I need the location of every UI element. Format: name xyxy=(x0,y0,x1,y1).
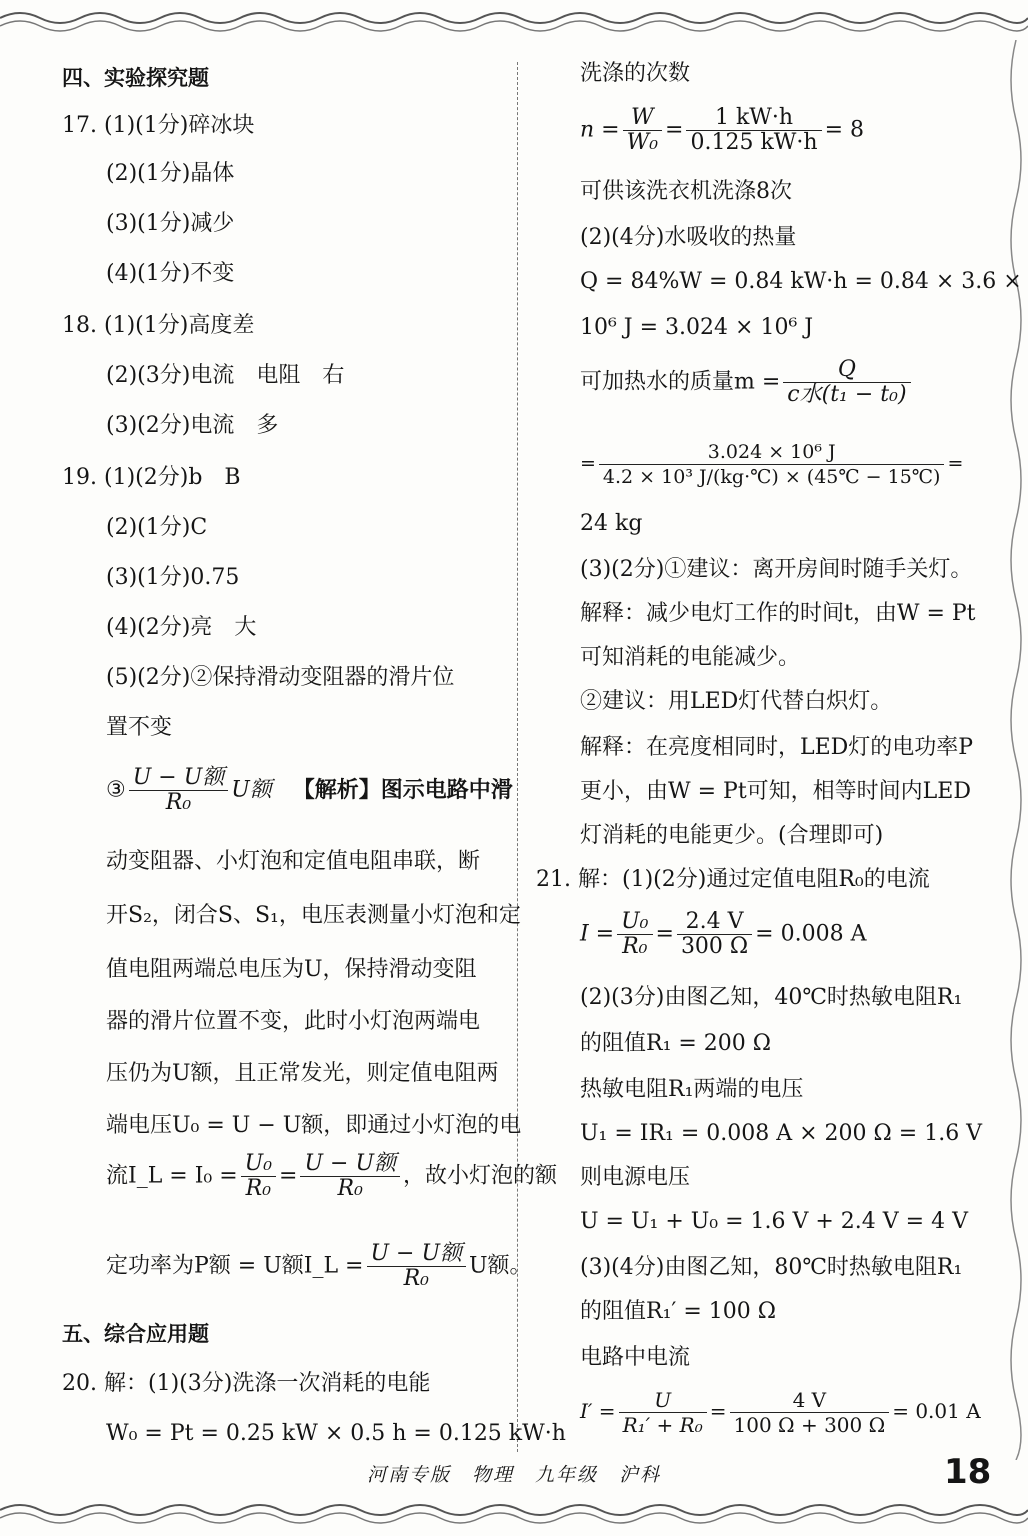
fraction xyxy=(367,1242,467,1291)
formula-line: 10⁶ J = 3.024 × 10⁶ J xyxy=(580,315,814,340)
fraction xyxy=(300,1152,400,1201)
text-line: 解释：在亮度相同时，LED灯的电功率P xyxy=(580,735,974,760)
question-21 xyxy=(536,866,930,894)
text-line: 更小，由W = Pt可知，相等时间内LED xyxy=(580,779,971,804)
answer-line: (3)(2分)电流 多 xyxy=(106,413,279,438)
numerator: Q xyxy=(783,358,910,383)
explanation-line: 压仍为U额，且正常发光，则定值电阻两 xyxy=(106,1061,499,1086)
fraction xyxy=(686,106,821,155)
answer-line: (2)(1分)晶体 xyxy=(106,161,235,186)
formula-term: = 0.008 A xyxy=(755,921,867,947)
numerator: U − U额 xyxy=(300,1152,400,1177)
fraction xyxy=(783,358,910,407)
formula-term: 流I_L = I₀ = xyxy=(106,1163,238,1189)
text-line: ②建议：用LED灯代替白炽灯。 xyxy=(580,689,893,714)
answer-line: 置不变 xyxy=(106,715,173,740)
question-number: 21. xyxy=(536,867,571,892)
formula-term: U额 xyxy=(231,777,272,803)
fraction xyxy=(730,1388,890,1437)
section-heading-4: 四、实验探究题 xyxy=(62,66,209,90)
circled-number: ③ xyxy=(106,777,126,803)
text-line: (2)(4分)水吸收的热量 xyxy=(580,225,797,250)
numerator: 1 kW·h xyxy=(686,106,821,131)
formula-term: = 0.01 A xyxy=(892,1399,981,1423)
text-line: 解释：减少电灯工作的时间t，由W = Pt xyxy=(580,601,976,626)
formula-line xyxy=(580,910,866,959)
fraction xyxy=(617,910,652,959)
formula-term: I = xyxy=(580,921,615,947)
text-line: (3)(2分)①建议：离开房间时随手关灯。 xyxy=(580,557,973,582)
denominator: R₁′ + R₀ xyxy=(622,1413,703,1437)
answer-line: (1)(1分)高度差 xyxy=(104,313,255,338)
text-line: 可供该洗衣机洗涤8次 xyxy=(580,179,792,204)
answer-line: (2)(3分)电流 电阻 右 xyxy=(106,363,345,388)
answer-line: (3)(1分)减少 xyxy=(106,211,235,236)
fraction xyxy=(623,106,662,155)
formula-line xyxy=(580,440,963,489)
question-20 xyxy=(62,1370,430,1398)
text-line: 洗涤的次数 xyxy=(580,61,691,86)
answer-line: (5)(2分)②保持滑动变阻器的滑片位 xyxy=(106,665,455,690)
section-heading-5: 五、综合应用题 xyxy=(62,1322,209,1346)
denominator: R₀ xyxy=(245,1176,272,1201)
denominator: R₀ xyxy=(622,934,648,959)
fraction xyxy=(599,440,945,489)
question-number: 17. xyxy=(62,113,97,138)
numerator: U − U额 xyxy=(129,766,229,791)
denominator: 100 Ω + 300 Ω xyxy=(733,1413,886,1437)
top-wave-border xyxy=(0,0,1028,40)
formula-line: U = U₁ + U₀ = 1.6 V + 2.4 V = 4 V xyxy=(580,1209,968,1234)
analysis-tag: 【解析】图示电路中滑 xyxy=(292,776,513,803)
formula-term: n = xyxy=(580,117,620,143)
explanation-line: 端电压U₀ = U − U额，即通过小灯泡的电 xyxy=(106,1113,522,1138)
explanation-line: 器的滑片位置不变，此时小灯泡两端电 xyxy=(106,1009,481,1034)
answer-line: 解：(1)(2分)通过定值电阻R₀的电流 xyxy=(578,867,930,892)
formula-term: U额。 xyxy=(469,1253,532,1279)
text-line: (3)(4分)由图乙知，80℃时热敏电阻R₁ xyxy=(580,1255,963,1280)
numerator: W xyxy=(623,106,662,131)
denominator: R₀ xyxy=(337,1176,363,1201)
right-edge-decoration xyxy=(998,40,1028,1460)
numerator: U₀ xyxy=(241,1152,276,1177)
equals-sign: = xyxy=(580,452,596,475)
page-footer: 河南专版 物理 九年级 沪科 xyxy=(366,1464,661,1486)
formula-line xyxy=(106,1242,532,1291)
formula-line xyxy=(106,766,513,815)
text-line: 的阻值R₁ = 200 Ω xyxy=(580,1031,772,1056)
fraction xyxy=(619,1388,707,1437)
text-line: 灯消耗的电能更少。(合理即可) xyxy=(580,823,884,848)
formula-line: U₁ = IR₁ = 0.008 A × 200 Ω = 1.6 V xyxy=(580,1121,983,1146)
text-line: (2)(3分)由图乙知，40℃时热敏电阻R₁ xyxy=(580,985,963,1010)
bottom-wave-border xyxy=(0,1496,1028,1536)
question-18 xyxy=(62,312,254,340)
answer-line: (1)(2分)b B xyxy=(104,465,241,490)
text-line: 则电源电压 xyxy=(580,1165,691,1190)
formula-term: 定功率为P额 = U额I_L = xyxy=(106,1253,364,1279)
explanation-line: 动变阻器、小灯泡和定值电阻串联，断 xyxy=(106,849,481,874)
formula-term: = 8 xyxy=(824,117,865,143)
answer-line: (4)(1分)不变 xyxy=(106,261,235,286)
numerator: U₀ xyxy=(617,910,652,935)
formula-line: 24 kg xyxy=(580,511,643,536)
equals-sign: = xyxy=(665,117,684,143)
question-number: 19. xyxy=(62,465,97,490)
formula-line xyxy=(106,1152,557,1201)
formula-line: Q = 84%W = 0.84 kW·h = 0.84 × 3.6 × xyxy=(580,269,1022,294)
page-number: 18 xyxy=(944,1452,992,1492)
formula-term: 可加热水的质量m = xyxy=(580,369,781,395)
text-line: 热敏电阻R₁两端的电压 xyxy=(580,1077,804,1102)
fraction xyxy=(241,1152,276,1201)
numerator: 4 V xyxy=(730,1388,890,1413)
numerator: U xyxy=(619,1388,707,1413)
numerator: 3.024 × 10⁶ J xyxy=(599,440,945,465)
text-line: 可知消耗的电能减少。 xyxy=(580,645,801,670)
question-17 xyxy=(62,112,254,140)
text-line: 电路中电流 xyxy=(580,1345,691,1370)
equals-sign: = xyxy=(709,1399,727,1423)
fraction xyxy=(129,766,229,815)
denominator: 300 Ω xyxy=(680,934,749,959)
formula-line: W₀ = Pt = 0.25 kW × 0.5 h = 0.125 kW·h xyxy=(106,1421,566,1446)
question-number: 18. xyxy=(62,313,97,338)
fraction xyxy=(677,910,752,959)
denominator: c水(t₁ − t₀) xyxy=(787,382,907,407)
denominator: R₀ xyxy=(165,790,192,815)
question-19 xyxy=(62,464,241,492)
formula-term: I′ = xyxy=(580,1399,616,1423)
formula-line xyxy=(580,106,864,155)
formula-term: ，故小灯泡的额 xyxy=(403,1163,558,1189)
numerator: U − U额 xyxy=(367,1242,467,1267)
equals-sign: = xyxy=(947,452,964,475)
answer-line: (2)(1分)C xyxy=(106,515,208,540)
text-line: 的阻值R₁′ = 100 Ω xyxy=(580,1299,777,1324)
formula-line xyxy=(580,358,914,407)
answer-line: (3)(1分)0.75 xyxy=(106,565,240,590)
equals-sign: = xyxy=(279,1163,298,1189)
numerator: 2.4 V xyxy=(677,910,752,935)
equals-sign: = xyxy=(655,921,674,947)
denominator: 4.2 × 10³ J/(kg·℃) × (45℃ − 15℃) xyxy=(602,466,941,488)
explanation-line: 开S₂，闭合S、S₁，电压表测量小灯泡和定 xyxy=(106,903,521,928)
answer-line: (1)(1分)碎冰块 xyxy=(104,113,255,138)
answer-line: (4)(2分)亮 大 xyxy=(106,615,257,640)
denominator: W₀ xyxy=(626,130,659,155)
denominator: 0.125 kW·h xyxy=(690,130,818,155)
denominator: R₀ xyxy=(403,1266,429,1291)
explanation-line: 值电阻两端总电压为U，保持滑动变阻 xyxy=(106,957,477,982)
formula-line xyxy=(580,1388,981,1437)
question-number: 20. xyxy=(62,1371,97,1396)
answer-line: 解：(1)(3分)洗涤一次消耗的电能 xyxy=(104,1371,431,1396)
